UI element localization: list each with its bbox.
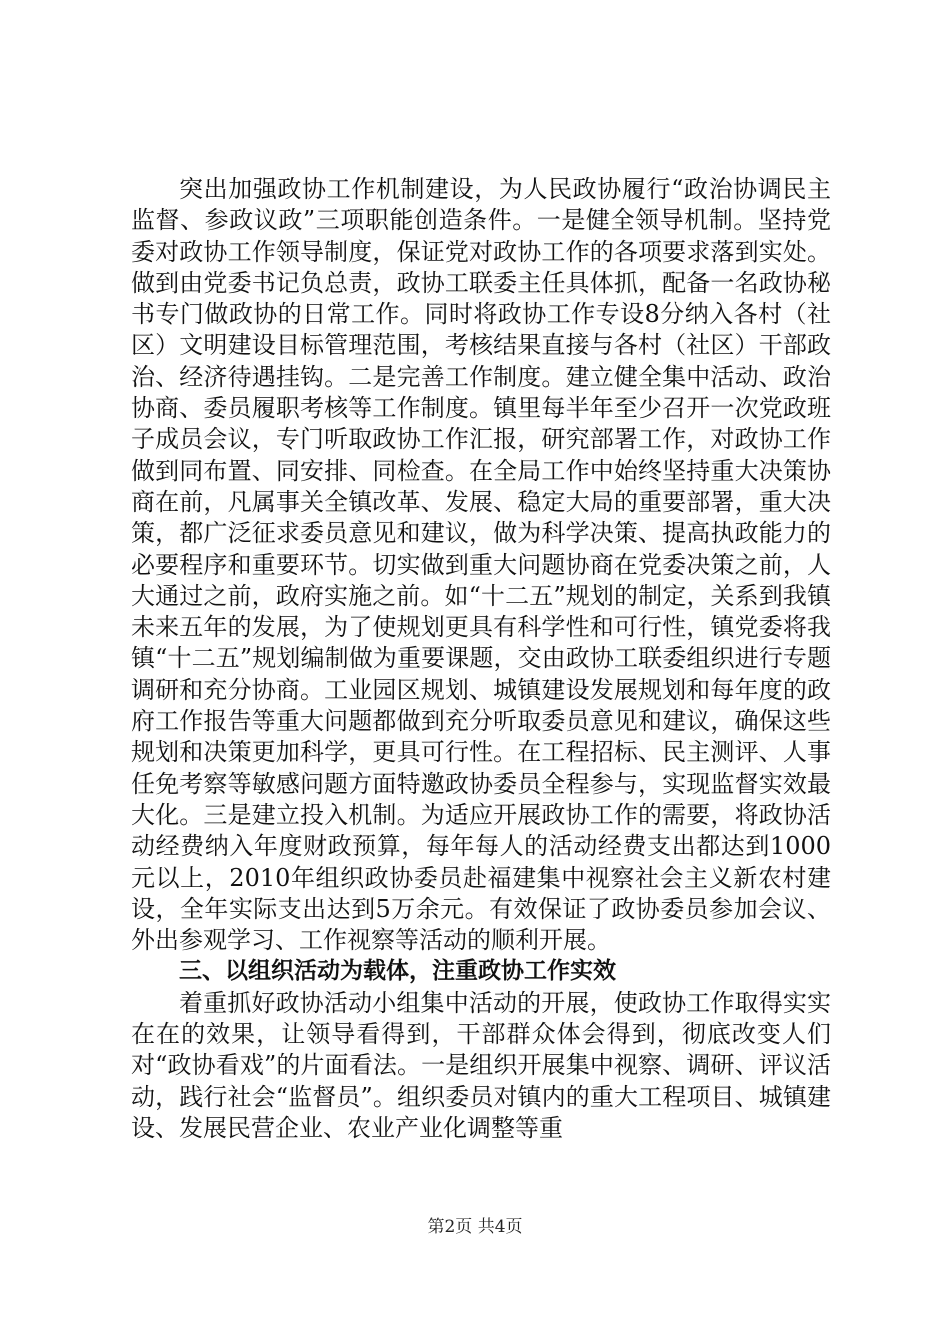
document-body bbox=[131, 174, 831, 1144]
section-heading-3: 三、以组织活动为载体，注重政协工作实效 bbox=[179, 958, 616, 985]
body-paragraph-1: 突出加强政协工作机制建设，为人民政协履行“政治协调民主监督、参政议政”三项职能创造条件。一是健全领导机制。坚持党委对政协工作领导制度，保证党对政协工作的各项要求落到实处。做到由党委书记负总责，政协工联委主任具体抓，配备一名政协秘书专门做政协的日常工作。同时将政协工作专设8分纳入各村（社区）文明建设目标管理范围，考核结果直接与各村（社区）干部政治、经济待遇挂钩。二是完善工作制度。建立健全集中活动、政治协商、委员履职考核等工作制度。镇里每半年至少召开一次党政班子成员会议，专门听取政协工作汇报，研究部署工作，对政协工作做到同布置、同安排、同检查。在全局工作中始终坚持重大决策协商在前，凡属事关全镇改革、发展、稳定大局的重要部署，重大决策，都广泛征求委员意见和建议，做为科学决策、提高执政能力的必要程序和重要环节。切实做到重大问题协商在党委决策之前，人大通过之前，政府实施之前。如“十二五”规划的制定，关系到我镇未来五年的发展，为了使规划更具有科学性和可行性，镇党委将我镇“十二五”规划编制做为重要课题，交由政协工联委组织进行专题调研和充分协商。工业园区规划、城镇建设发展规划和每年度的政府工作报告等重大问题都做到充分听取委员意见和建议，确保这些规划和决策更加科学，更具可行性。在工程招标、民主测评、人事任免考察等敏感问题方面特邀政协委员全程参与，实现监督实效最大化。三是建立投入机制。为适应开展政协工作的需要，将政协活动经费纳入年度财政预算，每年每人的活动经费支出都达到1000元以上，2010年组织政协委员赴福建集中视察社会主义新农村建设，全年实际支出达到5万余元。有效保证了政协委员参加会议、外出参观学习、工作视察等活动的顺利开展。 bbox=[131, 175, 831, 955]
page-number-footer: 第2页 共4页 bbox=[427, 1217, 523, 1237]
body-paragraph-2: 着重抓好政协活动小组集中活动的开展，使政协工作取得实实在在的效果，让领导看得到，干部群众体会得到，彻底改变人们对“政协看戏”的片面看法。一是组织开展集中视察、调研、评议活动，践行社会“监督员”。组织委员对镇内的重大工程项目、城镇建设、发展民营企业、农业产业化调整等重 bbox=[131, 988, 831, 1142]
